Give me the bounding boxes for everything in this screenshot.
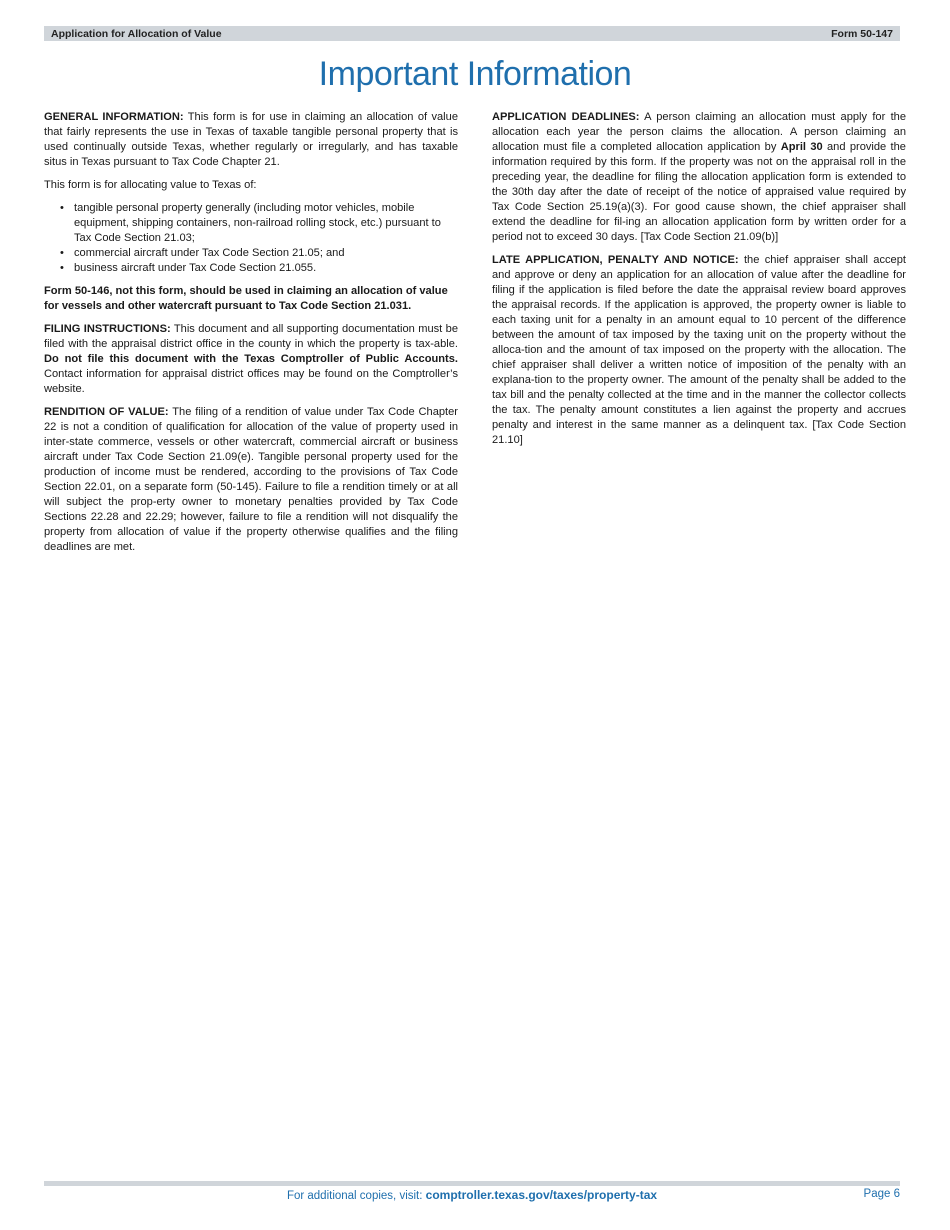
late-application-text: the chief appraiser shall accept and approve or deny an application for an allocation of value after the deadline for filing if the application is filed before the date the appraisal review board approves the appraisal records. If the application is approved, the property owner is liable to each taxing unit for a penalty in an amount equal to 10 percent of the difference between the amount of tax imposed by the taxing unit on the property without the alloca-tion and the amount of tax imposed on the property with the allocation. The chief appraiser shall deliver a written notice of imposition of the penalty with an explana-tion to the property owner. The amount of the penalty shall be added to the tax bill and the penalty collected at the time and in the manner the collector collects the tax. The penalty amount constitutes a lien against the property and accrues penalty and interest in the same manner as a delinquent tax. [Tax Code Section 21.10] [492, 254, 906, 446]
general-information-paragraph [44, 110, 458, 170]
form-50-146-note [44, 284, 458, 314]
list-item: • commercial aircraft under Tax Code Section 21.05; and [74, 246, 458, 261]
deadline-date: April 30 [780, 141, 823, 153]
filing-warning: Do not file this document with the Texas Comptroller of Public Accounts. [44, 353, 458, 365]
filing-instructions-paragraph [44, 322, 458, 397]
header-form-number: Form 50-147 [831, 27, 893, 40]
footer-link[interactable]: comptroller.texas.gov/taxes/property-tax [425, 1188, 658, 1202]
filing-instructions-heading: FILING INSTRUCTIONS: [44, 323, 171, 335]
application-deadlines-paragraph [492, 110, 906, 245]
page-title: Important Information [318, 55, 632, 93]
footer-copies-text: For additional copies, visit: [286, 1190, 426, 1202]
deadlines-text: A person claiming an allocation must apply for the allocation each year the person claims the allocation. A person claiming an allocation must file a completed allocation application by [492, 111, 907, 153]
filing-instructions-text-2: Contact information for appraisal district offices may be found on the Comptroller’s website. [44, 368, 458, 395]
list-item: • tangible personal property generally (including motor vehicles, mobile equipment, shipping containers, non-railroad rolling stock, etc.) pursuant to Tax Code Section 21.03; [74, 201, 458, 246]
rendition-of-value-paragraph [44, 405, 458, 555]
footer [44, 1188, 900, 1206]
page-number: Page 6 [863, 1188, 900, 1200]
left-column [44, 110, 458, 563]
late-application-paragraph [492, 253, 906, 448]
general-information-heading: GENERAL INFORMATION: [44, 111, 184, 123]
right-column [492, 110, 906, 456]
property-type-list [44, 201, 458, 276]
deadlines-heading: APPLICATION DEADLINES: [492, 111, 640, 123]
late-application-heading: LATE APPLICATION, PENALTY AND NOTICE: [492, 254, 739, 266]
filing-instructions-text: This document and all supporting documentation must be filed with the appraisal district office in the county in which the property is tax-able. [44, 323, 458, 350]
header-form-name: Application for Allocation of Value [51, 27, 222, 40]
header-bar [44, 26, 900, 41]
rendition-text: The filing of a rendition of value under Tax Code Chapter 22 is not a condition of qualification for allocation of the value of property used in inter-state commerce, vessels or other watercraft, commercial aircraft or business aircraft under Tax Code Section 21.09(e). Tangible personal property used for the production of income must be rendered, according to the provisions of Tax Code Section 22.01, on a separate form (50-145). Failure to file a rendition timely or at all will subject the prop-erty owner to monetary penalties provided by Tax Code Sections 22.28 and 22.29; however, failure to file a rendition will not disqualify the property from allocation of value if the property otherwise qualifies and the filing deadlines are met. [44, 406, 459, 553]
deadlines-text-2: and provide the information required by this form. If the property was not on the appraisal roll in the preceding year, the deadline for filing the allocation application form is extended to the 30th day after the date of receipt of the notice of appraised value required by Tax Code Section 25.19(a)(3). For good cause shown, the chief appraiser shall extend the deadline for fil-ing an allocation application form by written order for a period not to exceed 30 days. [Tax Code Section 21.09(b)] [492, 141, 906, 243]
general-information-text: This form is for use in claiming an allocation of value that fairly represents the use in Texas of taxable tangible personal property that is used continually outside Texas, whether regularly or irregularly, and has taxable situs in Texas pursuant to Tax Code Chapter 21. [44, 111, 458, 168]
form-note-text: Form 50-146, not this form, should be used in claiming an allocation of value for vessels and other watercraft pursuant to Tax Code Section 21.031. [44, 285, 448, 312]
rendition-heading: RENDITION OF VALUE: [44, 406, 169, 418]
list-intro: This form is for allocating value to Texas of: [44, 179, 257, 191]
footer-copies [44, 1188, 900, 1202]
list-item: • business aircraft under Tax Code Section 21.055. [74, 261, 458, 276]
footer-divider [44, 1181, 900, 1186]
